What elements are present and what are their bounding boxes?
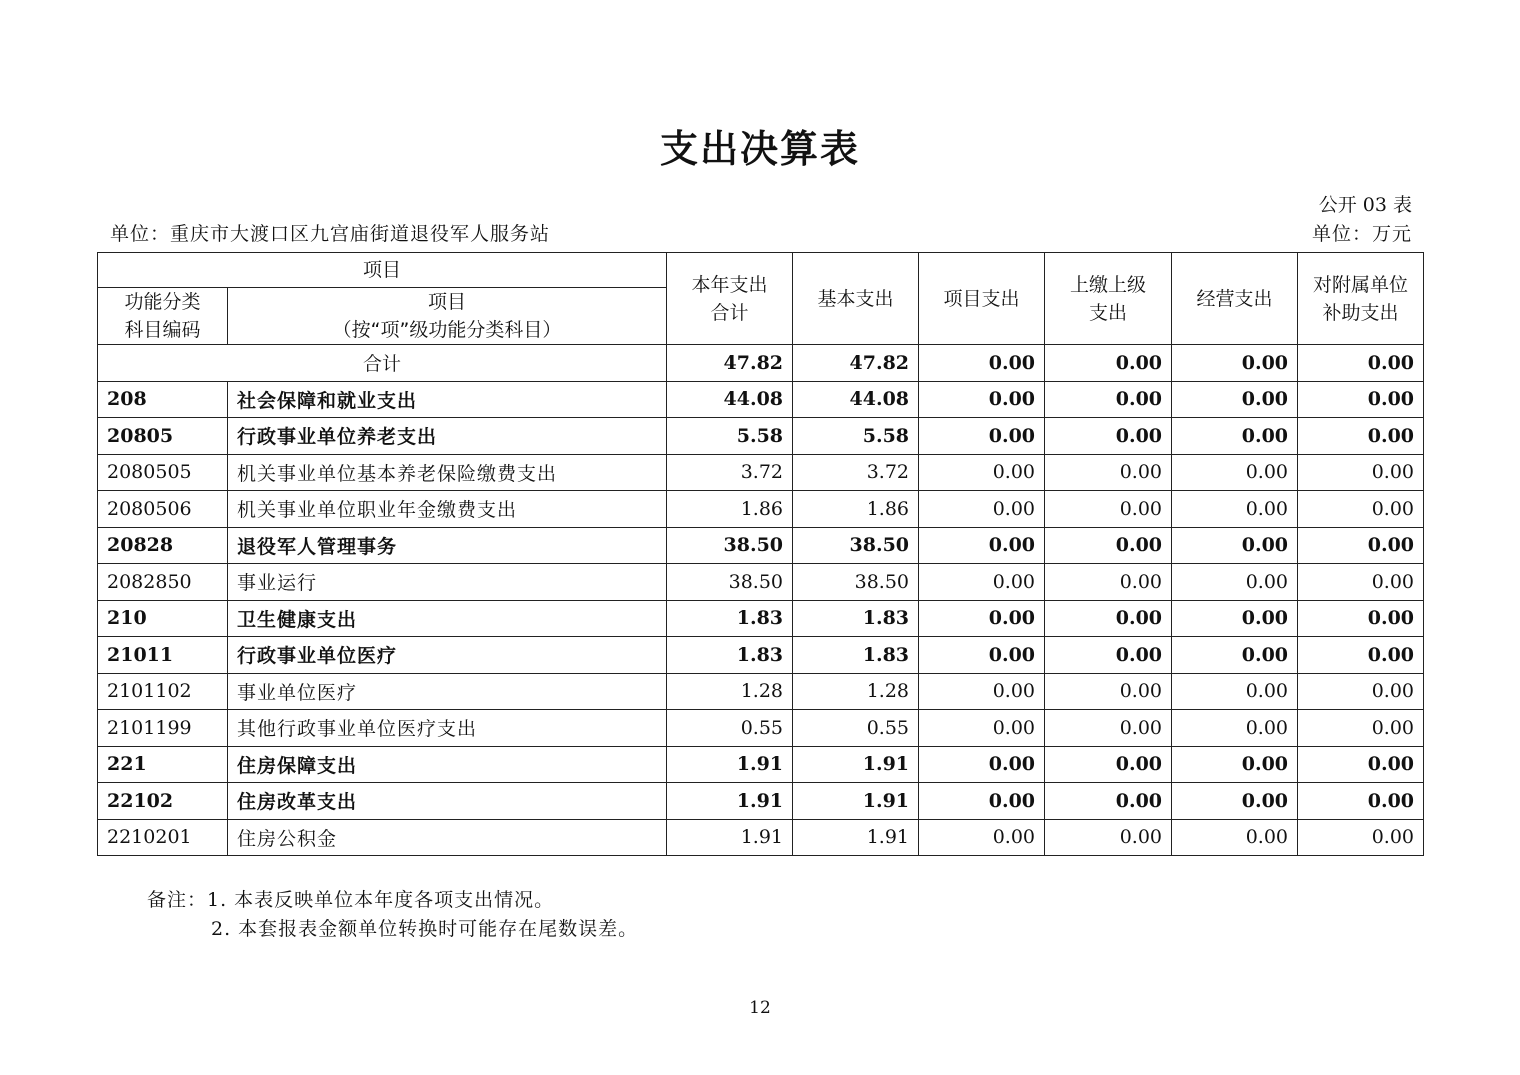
row-value: 1.86	[793, 491, 919, 528]
row-value: 0.00	[1172, 746, 1298, 783]
table-row	[98, 783, 1424, 820]
header-upper: 上缴上级 支出	[1045, 253, 1172, 345]
row-value: 0.00	[1298, 600, 1424, 637]
row-value: 1.91	[667, 746, 793, 783]
expenditure-table	[97, 252, 1424, 856]
row-value: 0.00	[1298, 819, 1424, 856]
row-value: 0.00	[1298, 710, 1424, 747]
row-value: 0.00	[1045, 746, 1172, 783]
row-value: 0.00	[1045, 418, 1172, 455]
row-value: 1.83	[667, 600, 793, 637]
row-value: 0.00	[1172, 527, 1298, 564]
row-value: 0.00	[1298, 673, 1424, 710]
table-row	[98, 454, 1424, 491]
form-number: 公开 03 表	[1318, 194, 1412, 216]
total-value: 0.00	[919, 345, 1045, 382]
table-row	[98, 527, 1424, 564]
row-value: 1.83	[793, 637, 919, 674]
row-code: 22102	[98, 783, 228, 820]
row-value: 0.00	[1045, 600, 1172, 637]
note-line-2: 2. 本套报表金额单位转换时可能存在尾数误差。	[211, 918, 639, 940]
row-value: 0.00	[919, 637, 1045, 674]
row-value: 0.00	[1172, 710, 1298, 747]
row-value: 0.00	[919, 673, 1045, 710]
row-value: 3.72	[667, 454, 793, 491]
row-value: 0.00	[1045, 710, 1172, 747]
row-code: 210	[98, 600, 228, 637]
row-value: 0.00	[1298, 746, 1424, 783]
row-value: 0.00	[1045, 783, 1172, 820]
row-name: 行政事业单位养老支出	[228, 418, 667, 455]
row-name: 机关事业单位职业年金缴费支出	[228, 491, 667, 528]
row-value: 5.58	[793, 418, 919, 455]
row-value: 0.00	[1172, 381, 1298, 418]
row-value: 0.00	[1045, 819, 1172, 856]
row-value: 0.00	[1298, 454, 1424, 491]
row-value: 1.91	[793, 819, 919, 856]
row-name: 行政事业单位医疗	[228, 637, 667, 674]
row-code: 2082850	[98, 564, 228, 601]
row-name: 住房改革支出	[228, 783, 667, 820]
row-name: 退役军人管理事务	[228, 527, 667, 564]
row-value: 0.00	[919, 454, 1045, 491]
row-code: 20828	[98, 527, 228, 564]
header-item: 项目 （按“项”级功能分类科目）	[228, 288, 667, 345]
header-project-group: 项目	[98, 253, 667, 288]
row-code: 2080505	[98, 454, 228, 491]
row-value: 0.00	[1298, 491, 1424, 528]
total-value: 0.00	[1172, 345, 1298, 382]
header-basic: 基本支出	[793, 253, 919, 345]
header-total: 本年支出 合计	[667, 253, 793, 345]
header-business: 经营支出	[1172, 253, 1298, 345]
total-row	[98, 345, 1424, 382]
row-value: 0.00	[1172, 454, 1298, 491]
row-name: 住房公积金	[228, 819, 667, 856]
row-value: 0.00	[1045, 527, 1172, 564]
row-value: 38.50	[667, 527, 793, 564]
total-value: 47.82	[793, 345, 919, 382]
row-code: 20805	[98, 418, 228, 455]
row-value: 0.00	[1298, 527, 1424, 564]
table-row	[98, 491, 1424, 528]
row-value: 1.28	[667, 673, 793, 710]
row-value: 38.50	[667, 564, 793, 601]
row-value: 0.55	[793, 710, 919, 747]
row-value: 0.00	[1172, 637, 1298, 674]
row-value: 0.00	[1045, 637, 1172, 674]
row-value: 0.00	[1298, 783, 1424, 820]
page-number: 12	[749, 998, 771, 1018]
row-name: 社会保障和就业支出	[228, 381, 667, 418]
row-value: 0.00	[1172, 783, 1298, 820]
row-name: 卫生健康支出	[228, 600, 667, 637]
page-title: 支出决算表	[659, 127, 860, 171]
row-value: 44.08	[667, 381, 793, 418]
table-row	[98, 819, 1424, 856]
row-value: 0.00	[1045, 673, 1172, 710]
row-code: 2101199	[98, 710, 228, 747]
row-value: 44.08	[793, 381, 919, 418]
table-row	[98, 564, 1424, 601]
header-subsidy: 对附属单位 补助支出	[1298, 253, 1424, 345]
row-value: 38.50	[793, 564, 919, 601]
row-value: 0.00	[1172, 418, 1298, 455]
row-code: 2101102	[98, 673, 228, 710]
row-value: 1.91	[793, 746, 919, 783]
row-value: 1.83	[667, 637, 793, 674]
row-value: 1.91	[793, 783, 919, 820]
row-value: 0.00	[1172, 673, 1298, 710]
row-value: 1.83	[793, 600, 919, 637]
table-row	[98, 673, 1424, 710]
row-value: 0.00	[919, 564, 1045, 601]
header-code: 功能分类 科目编码	[98, 288, 228, 345]
row-value: 1.28	[793, 673, 919, 710]
row-code: 2080506	[98, 491, 228, 528]
row-value: 0.00	[919, 418, 1045, 455]
row-code: 21011	[98, 637, 228, 674]
row-value: 0.00	[1045, 454, 1172, 491]
total-label: 合计	[98, 345, 667, 382]
row-value: 1.91	[667, 819, 793, 856]
row-value: 0.00	[1045, 491, 1172, 528]
row-value: 0.00	[1298, 381, 1424, 418]
row-value: 1.86	[667, 491, 793, 528]
table-row	[98, 746, 1424, 783]
currency-unit: 单位：万元	[1311, 223, 1412, 245]
row-value: 0.00	[1172, 564, 1298, 601]
row-name: 机关事业单位基本养老保险缴费支出	[228, 454, 667, 491]
row-value: 0.00	[919, 381, 1045, 418]
row-value: 0.00	[1172, 600, 1298, 637]
table-row	[98, 710, 1424, 747]
row-value: 0.00	[919, 710, 1045, 747]
table-row	[98, 381, 1424, 418]
row-value: 0.00	[919, 527, 1045, 564]
row-value: 0.00	[1298, 564, 1424, 601]
row-value: 0.00	[919, 600, 1045, 637]
row-value: 0.00	[1172, 819, 1298, 856]
row-value: 0.00	[1045, 381, 1172, 418]
row-value: 0.00	[919, 783, 1045, 820]
row-value: 0.55	[667, 710, 793, 747]
total-value: 0.00	[1298, 345, 1424, 382]
table-row	[98, 418, 1424, 455]
row-value: 0.00	[1172, 491, 1298, 528]
reporting-unit: 单位：重庆市大渡口区九宫庙街道退役军人服务站	[110, 223, 551, 245]
row-value: 0.00	[919, 491, 1045, 528]
row-name: 事业运行	[228, 564, 667, 601]
notes	[147, 886, 638, 944]
row-name: 住房保障支出	[228, 746, 667, 783]
row-name: 其他行政事业单位医疗支出	[228, 710, 667, 747]
total-value: 47.82	[667, 345, 793, 382]
row-value: 0.00	[1298, 418, 1424, 455]
row-value: 0.00	[1298, 637, 1424, 674]
row-code: 221	[98, 746, 228, 783]
row-code: 208	[98, 381, 228, 418]
row-code: 2210201	[98, 819, 228, 856]
note-line-1: 备注：1. 本表反映单位本年度各项支出情况。	[147, 889, 555, 911]
row-name: 事业单位医疗	[228, 673, 667, 710]
row-value: 0.00	[1045, 564, 1172, 601]
row-value: 38.50	[793, 527, 919, 564]
row-value: 0.00	[919, 819, 1045, 856]
total-value: 0.00	[1045, 345, 1172, 382]
row-value: 0.00	[919, 746, 1045, 783]
header-project: 项目支出	[919, 253, 1045, 345]
row-value: 3.72	[793, 454, 919, 491]
row-value: 1.91	[667, 783, 793, 820]
header-row-1	[98, 253, 1424, 288]
table-row	[98, 600, 1424, 637]
table-row	[98, 637, 1424, 674]
row-value: 5.58	[667, 418, 793, 455]
